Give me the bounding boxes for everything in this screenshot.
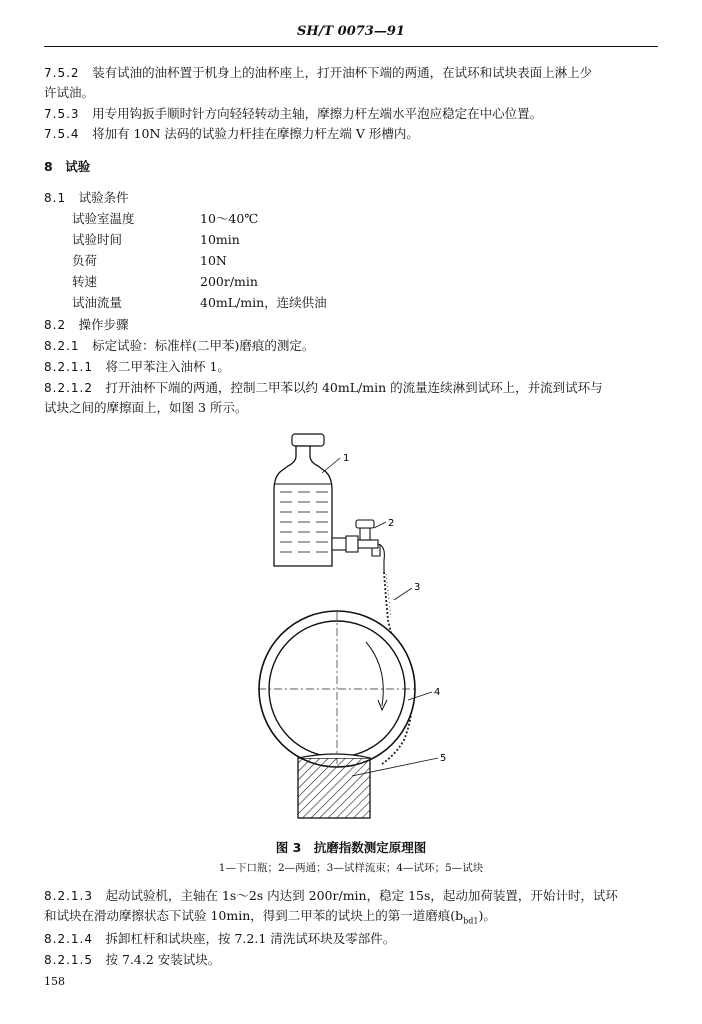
para-text: 将二甲苯注入油杯 1。: [105, 359, 230, 374]
section-number: 8.2: [44, 318, 67, 332]
callout-3: 3: [414, 582, 421, 593]
para-text: 拆卸杠杆和试块座，按 7.2.1 清洗试环块及零部件。: [105, 931, 396, 946]
para-number: 7.5.3: [44, 107, 80, 121]
para-number: 8.2.1.5: [44, 953, 93, 967]
subscript: bd1: [463, 916, 479, 926]
para-8-2-1-5: [44, 951, 220, 969]
condition-value: 10N: [200, 253, 227, 268]
para-7-5-2-line2: 许试油。: [44, 85, 95, 100]
page-header: SH/T 0073—91: [297, 24, 405, 39]
para-text: 标定试验：标准样(二甲苯)磨痕的测定。: [92, 338, 315, 353]
figure-title: 图 3 抗磨指数测定原理图: [275, 840, 427, 855]
section-number: 8.1: [44, 191, 67, 205]
para-number: 8.2.1.3: [44, 889, 93, 903]
para-text: 和试块在滑动摩擦状态下试验 10min，得到二甲苯的试块上的第一道磨痕(b: [44, 908, 464, 923]
callout-1: 1: [343, 453, 350, 464]
para-number: 8.2.1.1: [44, 360, 93, 374]
condition-label: 负荷: [72, 253, 98, 268]
section-title: 操作步骤: [78, 317, 129, 332]
para-text: 装有试油的油杯置于机身上的油杯座上，打开油杯下端的两通，在试环和试块表面上淋上少: [92, 65, 593, 80]
section-number: 8: [44, 159, 53, 174]
para-number: 8.2.1: [44, 339, 80, 353]
test-ring-4: [258, 611, 432, 767]
section-title: 试验: [65, 159, 91, 174]
para-8-2-1-3-line2: [44, 907, 496, 931]
para-text: 用专用钩扳手顺时针方向轻轻转动主轴，摩擦力杆左端水平泡应稳定在中心位置。: [92, 106, 543, 121]
condition-label: 试验室温度: [72, 211, 135, 226]
para-number: 7.5.2: [44, 66, 80, 80]
callout-2: 2: [388, 518, 395, 529]
page-number: 158: [44, 975, 65, 988]
condition-value: 40mL/min，连续供油: [200, 295, 327, 310]
para-number: 8.2.1.2: [44, 381, 93, 395]
section-title: 试验条件: [78, 190, 129, 205]
condition-label: 试验时间: [72, 232, 123, 247]
para-text: )。: [478, 908, 496, 923]
two-way-valve-2: [332, 520, 386, 572]
condition-label: 转速: [72, 274, 98, 289]
para-text: 打开油杯下端的两通，控制二甲苯以约 40mL/min 的流量连续淋到试环上，并流到试环与: [105, 380, 603, 395]
callout-5: 5: [440, 753, 447, 764]
condition-value: 200r/min: [200, 274, 258, 289]
para-number: 8.2.1.4: [44, 932, 93, 946]
figure-legend: 1—下口瓶；2—两通；3—试样流束；4—试环；5—试块: [218, 862, 484, 874]
para-text: 起动试验机，主轴在 1s～2s 内达到 200r/min，稳定 15s，起动加荷装置，开始计时，试环: [105, 888, 618, 903]
para-text: 将加有 10N 法码的试验力杆挂在摩擦力杆左端 V 形槽内。: [92, 126, 419, 141]
callout-4: 4: [434, 687, 441, 698]
condition-value: 10～40℃: [200, 211, 259, 226]
para-text: 按 7.4.2 安装试块。: [105, 952, 221, 967]
test-block-5: [298, 754, 438, 818]
condition-label: 试油流量: [72, 295, 123, 310]
para-8-2-1-3-line1: [44, 887, 618, 905]
condition-value: 10min: [200, 232, 240, 247]
para-8-2-1-2-line2: 试块之间的摩擦面上，如图 3 所示。: [44, 400, 248, 415]
bottle-1: [274, 434, 340, 566]
para-8-2-1-4: [44, 930, 395, 948]
para-number: 7.5.4: [44, 127, 80, 141]
